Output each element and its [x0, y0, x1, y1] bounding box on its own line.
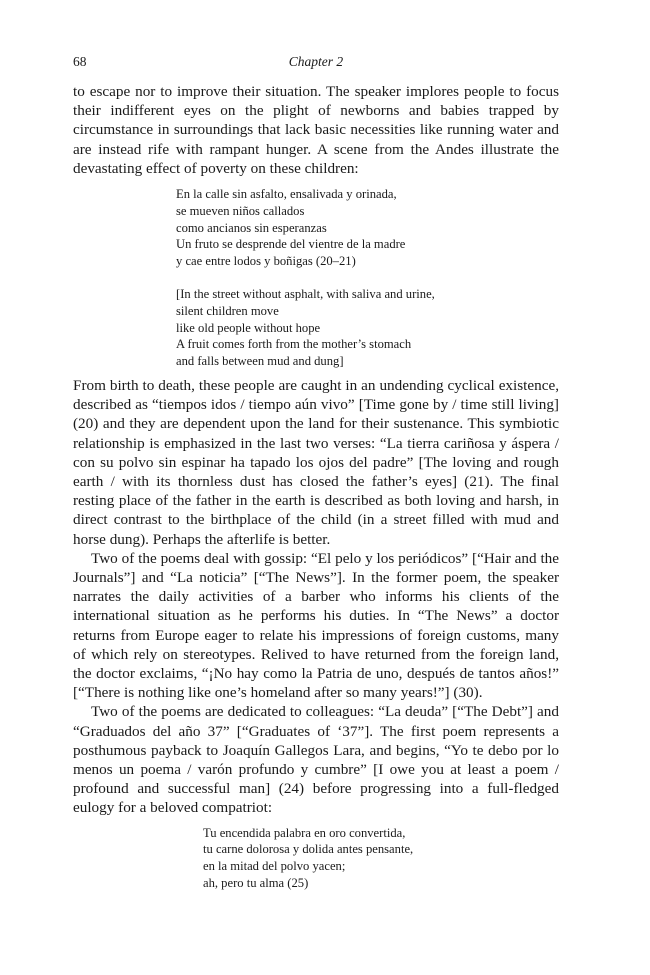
verse-line: como ancianos sin esperanzas [176, 220, 327, 235]
chapter-title: Chapter 2 [288, 54, 344, 69]
verse-line: and falls between mud and dung] [176, 354, 344, 369]
verse-line: se mueven niños callados [176, 203, 305, 218]
verse-line: en la mitad del polvo yacen; [203, 859, 346, 874]
body-paragraph: Two of the poems are dedicated to colleagues: “La deuda” [“The Debt”] and “Graduados del año 37” [“Graduates of ‘37”]. The first poem represents a posthumous payback to Joaquín Gallegos Lara, and begins, “Yo te debo por lo menos un poema / varón profundo y cumbre” [I owe you at least a poem / profound and successful man] (24) before progressing into a full-fledged eulogy for a beloved compatriot: [73, 703, 559, 817]
body-paragraph: to escape nor to improve their situation. The speaker implores people to focus their indifferent eyes on the plight of newborns and babies trapped by circumstance in surroundings that lack basic necessities like running water and are instead rife with rampant hunger. A scene from the Andes illustrate the devastating effect of poverty on these children: [73, 83, 559, 177]
verse-line: silent children move [176, 303, 279, 318]
body-paragraph: Two of the poems deal with gossip: “El pelo y los periódicos” [“Hair and the Journals”] and “La noticia” [“The News”]. In the former poem, the speaker narrates the daily activities of a barber who informs his clients of the international situation as he performs his duties. In “The News” a doctor returns from Europe eager to relate his impressions of foreign customs, many of which rely on stereotypes. Relived to have returned from the foreign land, the doctor exclaims, “¡No hay como la Patria de uno, después de tantos años!” [“There is nothing like one’s homeland after so many years!”] (30). [73, 549, 559, 702]
running-head [73, 54, 559, 74]
verse-quotation [73, 186, 559, 370]
verse-stanza-english [176, 286, 559, 370]
verse-stanza-spanish [203, 825, 559, 892]
verse-stanza-spanish [176, 186, 559, 270]
verse-line: tu carne dolorosa y dolida antes pensante, [203, 842, 414, 857]
verse-line: y cae entre lodos y boñigas (20–21) [176, 254, 356, 269]
book-page [73, 54, 559, 898]
verse-quotation [73, 825, 559, 892]
verse-line: [In the street without asphalt, with saliva and urine, [176, 287, 435, 301]
verse-line: like old people without hope [176, 320, 321, 335]
verse-line: A fruit comes forth from the mother’s stomach [176, 337, 412, 352]
verse-line: ah, pero tu alma (25) [203, 876, 309, 891]
verse-line: En la calle sin asfalto, ensalivada y orinada, [176, 187, 397, 202]
body-paragraph: From birth to death, these people are caught in an undending cyclical existence, described as “tiempos idos / tiempo aún vivo” [Time gone by / time still living] (20) and they are dependent upon the land for their sustenance. This symbiotic relationship is emphasized in the last two verses: “La tierra cariñosa y áspera / con su polvo sin espinar ha tapado los ojos del padre” [The loving and rough earth / with its thornless dust has closed the father’s eyes] (21). The final resting place of the father in the earth is described as both loving and harsh, in direct contrast to the birthplace of the child (in a street filled with mud and horse dung). Perhaps the afterlife is better. [73, 376, 559, 548]
page-number: 68 [73, 54, 87, 69]
verse-line: Un fruto se desprende del vientre de la madre [176, 237, 406, 252]
verse-line: Tu encendida palabra en oro convertida, [203, 825, 406, 840]
